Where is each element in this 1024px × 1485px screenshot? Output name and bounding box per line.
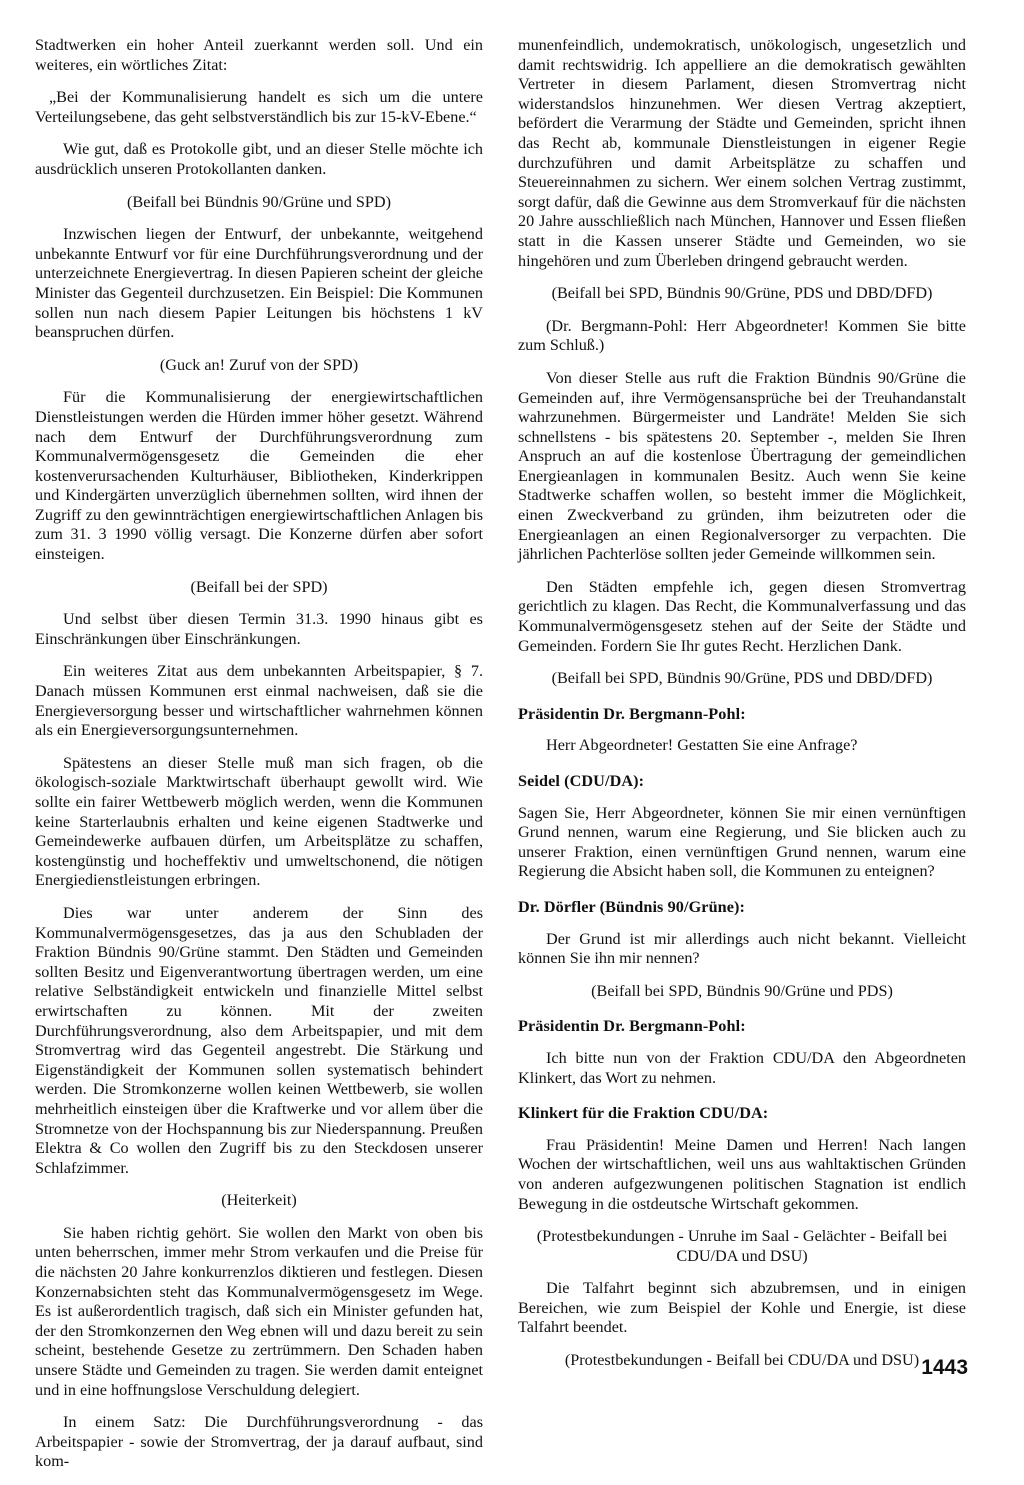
right-column <box>518 36 966 1384</box>
speaker-heading: Dr. Dörfler (Bündnis 90/Grüne): <box>518 897 746 916</box>
speaker-heading: Präsidentin Dr. Bergmann-Pohl: <box>518 704 746 723</box>
interjection: (Beifall bei SPD, Bündnis 90/Grüne, PDS und DBD/DFD) <box>551 284 933 303</box>
interjection: (Protestbekundungen - Beifall bei CDU/DA und DSU) <box>564 1351 920 1370</box>
interjection: (Dr. Bergmann-Pohl: Herr Abgeordneter! Kommen Sie bitte zum Schluß.) <box>518 316 966 355</box>
paragraph: Spätestens an dieser Stelle muß man sich fragen, ob die ökologisch-soziale Marktwirtschaft überhaupt gewollt wird. Wie sollte ein fairer Wettbewerb möglich werden, wenn die Kommunen keine Starterlaubnis erhalten und keine eigenen Stadtwerke und Gemeindewerke aufbauen dürfen, um Arbeitsplätze zu schaffen, kostengünstig und hocheffektiv und umweltschonend, die nötigen Energiedienstleistungen erbringen. <box>35 753 483 890</box>
interjection: (Beifall bei der SPD) <box>190 577 328 596</box>
interjection: (Beifall bei SPD, Bündnis 90/Grüne, PDS und DBD/DFD) <box>551 669 933 688</box>
paragraph: Der Grund ist mir allerdings auch nicht bekannt. Vielleicht können Sie ihn mir nennen? <box>518 929 966 968</box>
paragraph: Und selbst über diesen Termin 31.3. 1990 hinaus gibt es Einschränkungen über Einschränkungen. <box>35 610 483 648</box>
interjection: (Guck an! Zuruf von der SPD) <box>159 355 359 374</box>
interjection: (Heiterkeit) <box>221 1191 297 1210</box>
paragraph: Ein weiteres Zitat aus dem unbekannten Arbeitspapier, § 7. Danach müssen Kommunen erst einmal nachweisen, daß sie die Energieversorgung besser und wirtschaftlicher wahrnehmen können als ein Energieversorgungsunternehmen. <box>35 662 483 740</box>
paragraph: Ich bitte nun von der Fraktion CDU/DA den Abgeordneten Klinkert, das Wort zu nehmen. <box>518 1048 966 1087</box>
paragraph: Den Städten empfehle ich, gegen diesen Stromvertrag gerichtlich zu klagen. Das Recht, die Kommunalverfassung und das Kommunalvermögensgesetz stehen auf der Seite der Städte und Gemeinden. Fordern Sie Ihr gutes Recht. Herzlichen Dank. <box>518 577 966 655</box>
paragraph: Sagen Sie, Herr Abgeordneter, können Sie mir einen vernünftigen Grund nennen, warum eine Regierung, und Sie blicken auch zu unserer Fraktion, einen vernünftigen Grund nennen, warum eine Regierung die Absicht haben soll, die Kommunen zu enteignen? <box>518 803 966 881</box>
paragraph: Von dieser Stelle aus ruft die Fraktion Bündnis 90/Grüne die Gemeinden auf, ihre Vermögensansprüche bei der Treuhandanstalt wahrzunehmen. Bürgermeister und Landräte! Melden Sie sich schnellstens - bis spätestens 20. September -, melden Sie Ihren Anspruch an auf die kostenlose Übertragung der gemeindlichen Energieanlagen in kommunalen Besitz. Auch wenn Sie keine Stadtwerke schaffen wollen, so besteht immer die Möglichkeit, einen Zweckverband zu gründen, ihm beizutreten oder die Energieanlagen an einen Regionalversorger zu verpachten. Die jährlichen Pachterlöse sollten jeder Gemeinde willkommen sein. <box>518 368 966 564</box>
paragraph: Sie haben richtig gehört. Sie wollen den Markt von oben bis unten beherrschen, immer mehr Strom verkaufen und die Preise für die nächsten 20 Jahre konkurrenzlos diktieren und festlegen. Diesen Konzernabsichten steht das Kommunalvermögensgesetz im Wege. Es ist außerordentlich tragisch, daß sich ein Minister gefunden hat, der den Stromkonzernen den Weg ebnen will und dazu bereit zu sein scheint, bestehende Gesetze zu zertrümmern. Den Schaden haben unsere Städte und Gemeinden zu tragen. Sie werden damit enteignet und in eine hoffnungslose Verschuldung delegiert. <box>35 1223 483 1399</box>
paragraph: Inzwischen liegen der Entwurf, der unbekannte, weitgehend unbekannte Entwurf vor für eine Durchführungsverordnung und der unterzeichnete Energievertrag. In diesen Papieren scheint der gleiche Minister das Gegenteil durchzusetzen. Ein Beispiel: Die Kommunen sollen nun nach diesem Papier Leitungen bis höchstens 1 kV beanspruchen dürfen. <box>35 225 483 342</box>
paragraph: munenfeindlich, undemokratisch, unökologisch, ungesetzlich und damit rechtswidrig. Ich appelliere an die demokratisch gewählten Vertreter in diesem Parlament, diesen Stromvertrag nicht widerstandslos hinzunehmen. Wer diesen Vertrag akzeptiert, befördert die Verarmung der Städte und Gemeinden, spricht ihnen das Recht ab, kommunale Dienstleistungen in eigener Regie durchzuführen und damit Arbeitsplätze zu schaffen und Steuereinnahmen zu sichern. Wer einem solchen Vertrag zustimmt, sorgt dafür, daß die Gewinne aus dem Stromverkauf für die nächsten 20 Jahre ausschließlich nach München, Hannover und Essen fließen statt in die Kassen unserer Städte und Gemeinden, wo sie hingehören und zum Überleben dringend gebraucht werden. <box>518 36 966 270</box>
paragraph: Für die Kommunalisierung der energiewirtschaftlichen Dienstleistungen werden die Hürden immer höher gesetzt. Während nach dem Entwurf der Durchführungsverordnung zum Kommunalvermögensgesetz die Gemeinden die eher kostenverursachenden Kulturhäuser, Bibliotheken, Kinderkrippen und Kindergärten unverzüglich übernehmen sollten, wird ihnen der Zugriff zu den gewinnträchtigen energiewirtschaftlichen Anlagen bis zum 31. 3 1990 völlig versagt. Die Konzerne dürfen aber sofort einsteigen. <box>35 388 483 564</box>
paragraph: Herr Abgeordneter! Gestatten Sie eine Anfrage? <box>546 736 858 755</box>
interjection: (Beifall bei SPD, Bündnis 90/Grüne und PDS) <box>591 981 893 1000</box>
paragraph: Wie gut, daß es Protokolle gibt, und an dieser Stelle möchte ich ausdrücklich unseren Protokollanten danken. <box>35 140 483 178</box>
interjection: (Beifall bei Bündnis 90/Grüne und SPD) <box>127 192 391 211</box>
paragraph: In einem Satz: Die Durchführungsverordnung - das Arbeitspapier - sowie der Stromvertrag, der ja darauf aufbaut, sind kom- <box>35 1413 483 1471</box>
interjection: (Protestbekundungen - Unruhe im Saal - Gelächter - Beifall bei CDU/DA und DSU) <box>536 1227 948 1265</box>
paragraph: Die Talfahrt beginnt sich abzubremsen, und in einigen Bereichen, wie zum Beispiel der Kohle und Energie, ist diese Talfahrt beendet. <box>518 1279 966 1337</box>
left-column <box>35 36 483 1485</box>
speaker-heading: Klinkert für die Fraktion CDU/DA: <box>518 1104 769 1123</box>
paragraph: Stadtwerken ein hoher Anteil zuerkannt werden soll. Und ein weiteres, ein wörtliches Zitat: <box>35 36 483 74</box>
page-number: 1443 <box>921 1356 968 1379</box>
quotation: „Bei der Kommunalisierung handelt es sich um die untere Verteilungsebene, das geht selbstverständlich bis zur 15-kV-Ebene.“ <box>35 88 483 126</box>
speaker-heading: Präsidentin Dr. Bergmann-Pohl: <box>518 1017 746 1036</box>
speaker-heading: Seidel (CDU/DA): <box>518 772 645 790</box>
paragraph: Frau Präsidentin! Meine Damen und Herren! Nach langen Wochen der wirtschaftlichen, weil uns aus wahltaktischen Gründen von anderen aufgezwungenen politischen Stagnation ist endlich Bewegung in die ostdeutsche Wirtschaft gekommen. <box>518 1135 966 1213</box>
paragraph: Dies war unter anderem der Sinn des Kommunalvermögensgesetzes, das ja aus den Schubladen der Fraktion Bündnis 90/Grüne stammt. Den Städten und Gemeinden sollten Besitz und Eigenverantwortung übertragen werden, um eine relative Selbständigkeit entwickeln und finanzielle Mittel selbst erwirtschaften zu können. Mit der zweiten Durchführungsverordnung, also dem Arbeitspapier, und mit dem Stromvertrag wird das Gegenteil angestrebt. Die Stärkung und Eigenständigkeit der Kommunen sollen systematisch behindert werden. Die Stromkonzerne wollen keinen Wettbewerb, sie wollen mehrheitlich einsteigen über die Kraftwerke und vor allem über die Stromnetze von der Hochspannung bis zur Niederspannung. Preußen Elektra & Co wollen den Zugriff bis zu den Steckdosen unserer Schlafzimmer. <box>35 903 483 1177</box>
